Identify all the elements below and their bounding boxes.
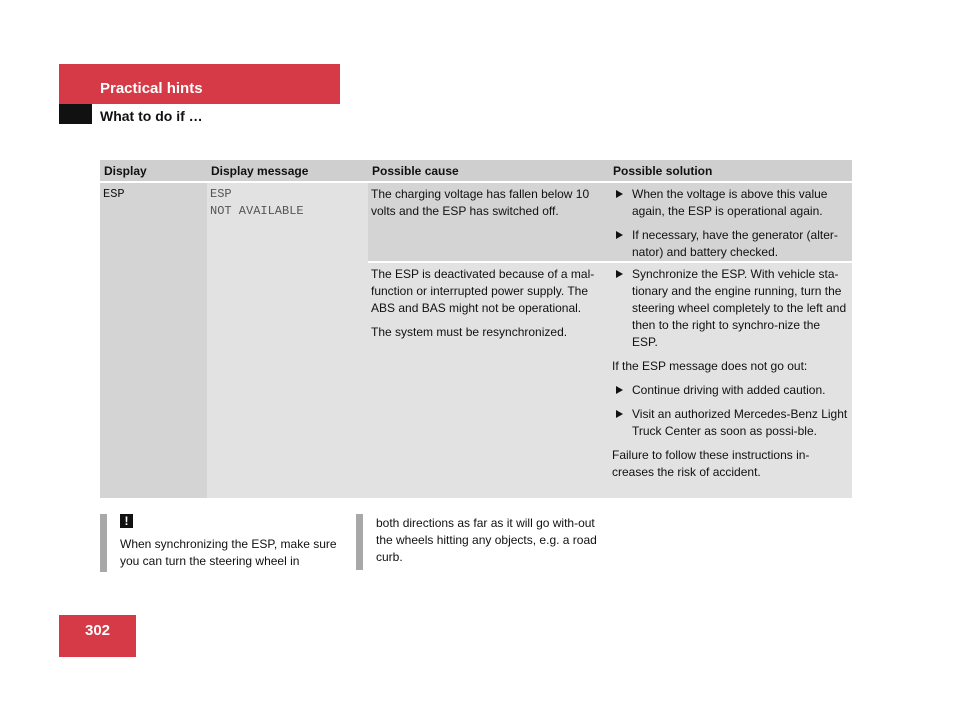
- note-text-right: both directions as far as it will go with-out the wheels hitting any objects, e.g. a road curb.: [376, 516, 597, 564]
- column-header-possible-solution: Possible solution: [609, 160, 852, 181]
- cause-cell-2: [368, 263, 609, 498]
- solution-bullet: [612, 406, 848, 440]
- subtitle-marker: [59, 104, 92, 124]
- section-title: Practical hints: [100, 80, 203, 97]
- solution-text: When the voltage is above this value again, the ESP is operational again.: [632, 187, 828, 218]
- solution-text: Failure to follow these instructions in-creases the risk of accident.: [612, 448, 810, 479]
- note-bar-right: [356, 514, 363, 570]
- arrow-bullet-icon: [616, 190, 623, 198]
- solution-text: If the ESP message does not go out:: [612, 359, 808, 373]
- note-text-left: When synchronizing the ESP, make sure you can turn the steering wheel in: [120, 537, 337, 568]
- display-message-line: NOT AVAILABLE: [210, 204, 304, 218]
- solution-text: Visit an authorized Mercedes-Benz Light Truck Center as soon as possi-ble.: [632, 407, 848, 438]
- cause-text: The charging voltage has fallen below 10 volts and the ESP has switched off.: [371, 187, 590, 218]
- column-header-possible-cause: Possible cause: [368, 160, 609, 181]
- solution-cell-2: [609, 263, 852, 498]
- solution-bullet: [612, 382, 848, 399]
- cause-text: The ESP is deactivated because of a mal-function or interrupted power supply. The ABS and BAS might not be operational.: [371, 267, 595, 315]
- solution-cell-1: [609, 183, 852, 261]
- solution-text: Continue driving with added caution.: [632, 383, 826, 397]
- arrow-bullet-icon: [616, 410, 623, 418]
- solution-bullet: [612, 227, 848, 261]
- display-cell: ESP: [100, 183, 207, 498]
- solution-bullet: [612, 266, 848, 351]
- arrow-bullet-icon: [616, 231, 623, 239]
- column-header-display-message: Display message: [207, 160, 368, 181]
- arrow-bullet-icon: [616, 386, 623, 394]
- cause-cell-1: [368, 183, 609, 261]
- troubleshooting-table: [100, 160, 852, 498]
- section-subtitle: What to do if …: [100, 108, 203, 124]
- warning-exclamation-icon: !: [120, 514, 133, 528]
- column-header-display: Display: [100, 160, 207, 181]
- solution-bullet: [612, 186, 848, 220]
- solution-text: If necessary, have the generator (alter-nator) and battery checked.: [632, 228, 838, 259]
- page-number: 302: [84, 622, 111, 639]
- note-bar-left: [100, 514, 107, 572]
- solution-text: Synchronize the ESP. With vehicle sta-tionary and the engine running, turn the steering wheel completely to the left and then to the right to synchro-nize the ESP.: [632, 267, 847, 349]
- display-message-line: ESP: [210, 187, 232, 201]
- cause-text: The system must be resynchronized.: [371, 325, 568, 339]
- arrow-bullet-icon: [616, 270, 623, 278]
- display-message-cell: [207, 183, 368, 498]
